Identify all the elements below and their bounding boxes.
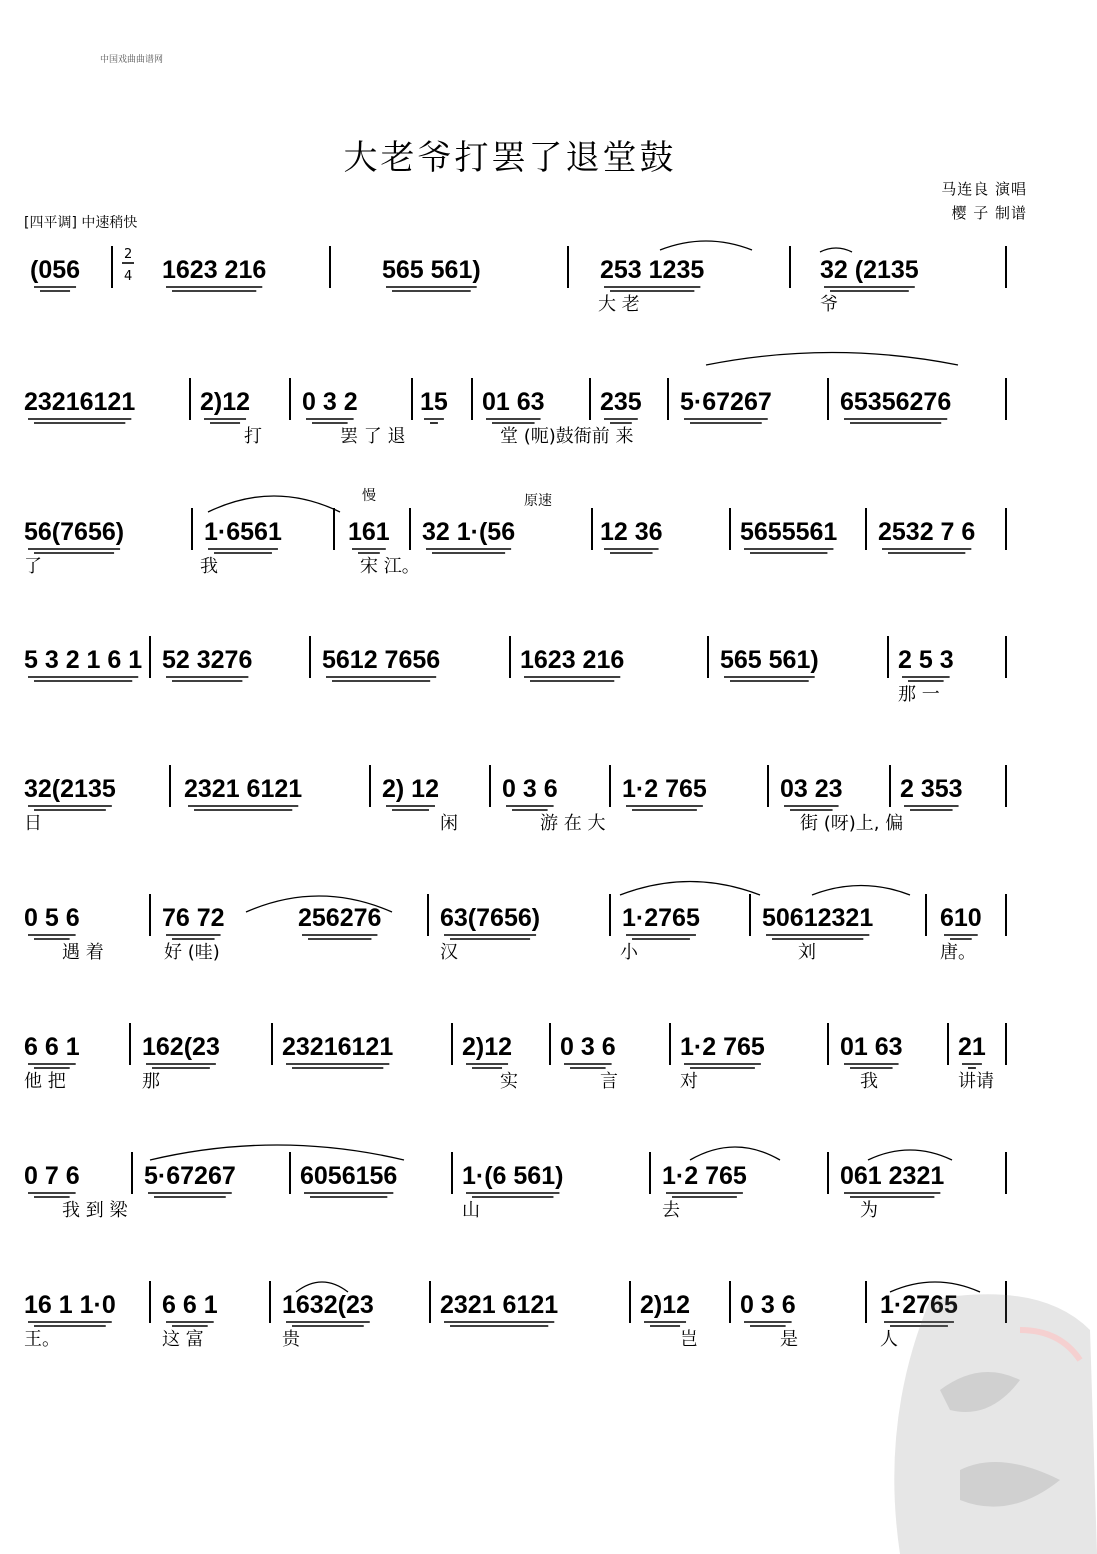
lyric: 唐。: [940, 942, 976, 963]
slur: [208, 496, 340, 512]
note-group: 5·67267: [680, 388, 772, 416]
note-group: 65356276: [840, 388, 952, 416]
slur: [660, 241, 752, 250]
note-group: 5 3 2 1 6 1: [24, 646, 143, 674]
note-group: 2532 7 6: [878, 518, 976, 546]
note-group: 061 2321: [840, 1162, 945, 1190]
lyric: 这 富: [162, 1329, 204, 1350]
note-group: 2 5 3: [898, 646, 954, 674]
note-group: 63(7656): [440, 904, 541, 932]
slur: [890, 1282, 980, 1292]
note-group: 6 6 1: [162, 1291, 218, 1319]
opera-mask-watermark: [894, 1294, 1097, 1554]
slur: [690, 1147, 780, 1160]
lyric: 游 在 大: [540, 813, 606, 834]
lyric: 打: [244, 426, 262, 447]
note-group: 32 1·(56: [422, 518, 516, 546]
note-group: 1·2 765: [680, 1033, 765, 1061]
note-group: 23216121: [24, 388, 136, 416]
mode-tempo-label: [四平调] 中速稍快: [24, 215, 138, 231]
transcriber-credit: 樱 子 制谱: [951, 204, 1027, 222]
lyric: 山: [462, 1200, 480, 1221]
note-group: 5612 7656: [322, 646, 441, 674]
lyric: 他 把: [24, 1071, 66, 1092]
note-group: 0 3 6: [740, 1291, 796, 1319]
lyric: 那 一: [898, 684, 940, 705]
note-group: 162(23: [142, 1033, 220, 1061]
note-group: 0 7 6: [24, 1162, 80, 1190]
lyric: 讲请: [958, 1071, 994, 1092]
note-group: 03 23: [780, 775, 843, 803]
slur: [150, 1145, 404, 1160]
note-group: 6 6 1: [24, 1033, 80, 1061]
note-group: 235: [600, 388, 642, 416]
lyric: 爷: [820, 294, 838, 315]
lyric: 岂: [680, 1329, 698, 1350]
note-group: 2)12: [200, 388, 251, 416]
note-group: 0 3 6: [560, 1033, 616, 1061]
lyric: 罢 了 退: [340, 426, 406, 447]
lyric: 言: [600, 1071, 618, 1092]
singer-credit: 马连良 演唱: [941, 180, 1027, 198]
lyric: 了: [24, 556, 42, 577]
note-group: 1·2 765: [662, 1162, 747, 1190]
notation-layer: [24, 256, 994, 1350]
lyric: 遇 着: [62, 942, 104, 963]
note-group: 52 3276: [162, 646, 253, 674]
time-sig-top: 2: [124, 247, 133, 262]
note-group: 2)12: [462, 1033, 513, 1061]
slur: [812, 886, 910, 896]
note-group: 0 3 2: [302, 388, 358, 416]
note-group: 256276: [298, 904, 382, 932]
lyric: 是: [780, 1329, 798, 1350]
lyric: 人: [880, 1329, 898, 1350]
note-group: 2321 6121: [184, 775, 303, 803]
slur: [246, 896, 392, 912]
note-group: 5·67267: [144, 1162, 236, 1190]
slur: [296, 1282, 348, 1292]
lyric: 实: [500, 1071, 518, 1092]
note-group: 2321 6121: [440, 1291, 559, 1319]
note-group: (056: [30, 256, 81, 284]
note-group: 5655561: [740, 518, 838, 546]
site-watermark: 中国戏曲曲谱网: [100, 55, 164, 65]
lyric: 那: [142, 1071, 160, 1092]
lyric: 对: [680, 1071, 698, 1092]
note-group: 1623 216: [162, 256, 267, 284]
lyric: 宋 江。: [360, 556, 420, 577]
song-title: 大老爷打罢了退堂鼓: [343, 138, 677, 178]
lyric: 闲: [440, 813, 458, 834]
note-group: 32(2135: [24, 775, 116, 803]
lyric: 街 (呀)上, 偏: [800, 813, 904, 834]
note-group: 1·2 765: [622, 775, 707, 803]
note-group: 2) 12: [382, 775, 439, 803]
tempo-original: 原速: [524, 493, 552, 509]
slur: [706, 353, 958, 366]
lyric: 去: [662, 1200, 680, 1221]
lyric: 汉: [440, 942, 458, 963]
bar-lines-and-slurs: [28, 241, 1006, 1326]
note-group: 565 561): [720, 646, 819, 674]
note-group: 01 63: [840, 1033, 903, 1061]
note-group: 6056156: [300, 1162, 398, 1190]
note-group: 0 5 6: [24, 904, 80, 932]
note-group: 12 36: [600, 518, 663, 546]
lyric: 刘: [798, 942, 816, 963]
note-group: 610: [940, 904, 982, 932]
note-group: 76 72: [162, 904, 225, 932]
lyric: 我 到 梁: [62, 1200, 128, 1221]
lyric: 好 (哇): [164, 942, 220, 963]
note-group: 2 353: [900, 775, 963, 803]
lyric: 我: [860, 1071, 878, 1092]
note-group: 1·6561: [204, 518, 282, 546]
note-group: 56(7656): [24, 518, 125, 546]
lyric: 日: [24, 813, 42, 834]
slur: [820, 248, 852, 252]
note-group: 0 3 6: [502, 775, 558, 803]
note-group: 161: [348, 518, 390, 546]
note-group: 1632(23: [282, 1291, 374, 1319]
note-group: 01 63: [482, 388, 545, 416]
note-group: 16 1 1·0: [24, 1291, 116, 1319]
note-group: 565 561): [382, 256, 481, 284]
lyric: 堂 (呃)鼓衙前 来: [500, 426, 634, 447]
note-group: 15: [420, 388, 448, 416]
slur: [868, 1150, 952, 1160]
note-group: 23216121: [282, 1033, 394, 1061]
note-group: 253 1235: [600, 256, 705, 284]
slur: [620, 882, 760, 896]
lyric: 我: [200, 556, 218, 577]
note-group: 32 (2135: [820, 256, 919, 284]
note-group: 50612321: [762, 904, 874, 932]
lyric: 小: [620, 942, 638, 963]
tempo-slow: 慢: [362, 488, 376, 504]
lyric: 王。: [24, 1329, 60, 1350]
note-group: 1·2765: [622, 904, 700, 932]
note-group: 1·2765: [880, 1291, 958, 1319]
lyric: 大 老: [598, 294, 640, 315]
time-sig-bottom: 4: [124, 269, 133, 284]
lyric: 贵: [282, 1329, 300, 1350]
note-group: 21: [958, 1033, 986, 1061]
note-group: 1623 216: [520, 646, 625, 674]
lyric: 为: [860, 1200, 878, 1221]
note-group: 2)12: [640, 1291, 691, 1319]
note-group: 1·(6 561): [462, 1162, 564, 1190]
